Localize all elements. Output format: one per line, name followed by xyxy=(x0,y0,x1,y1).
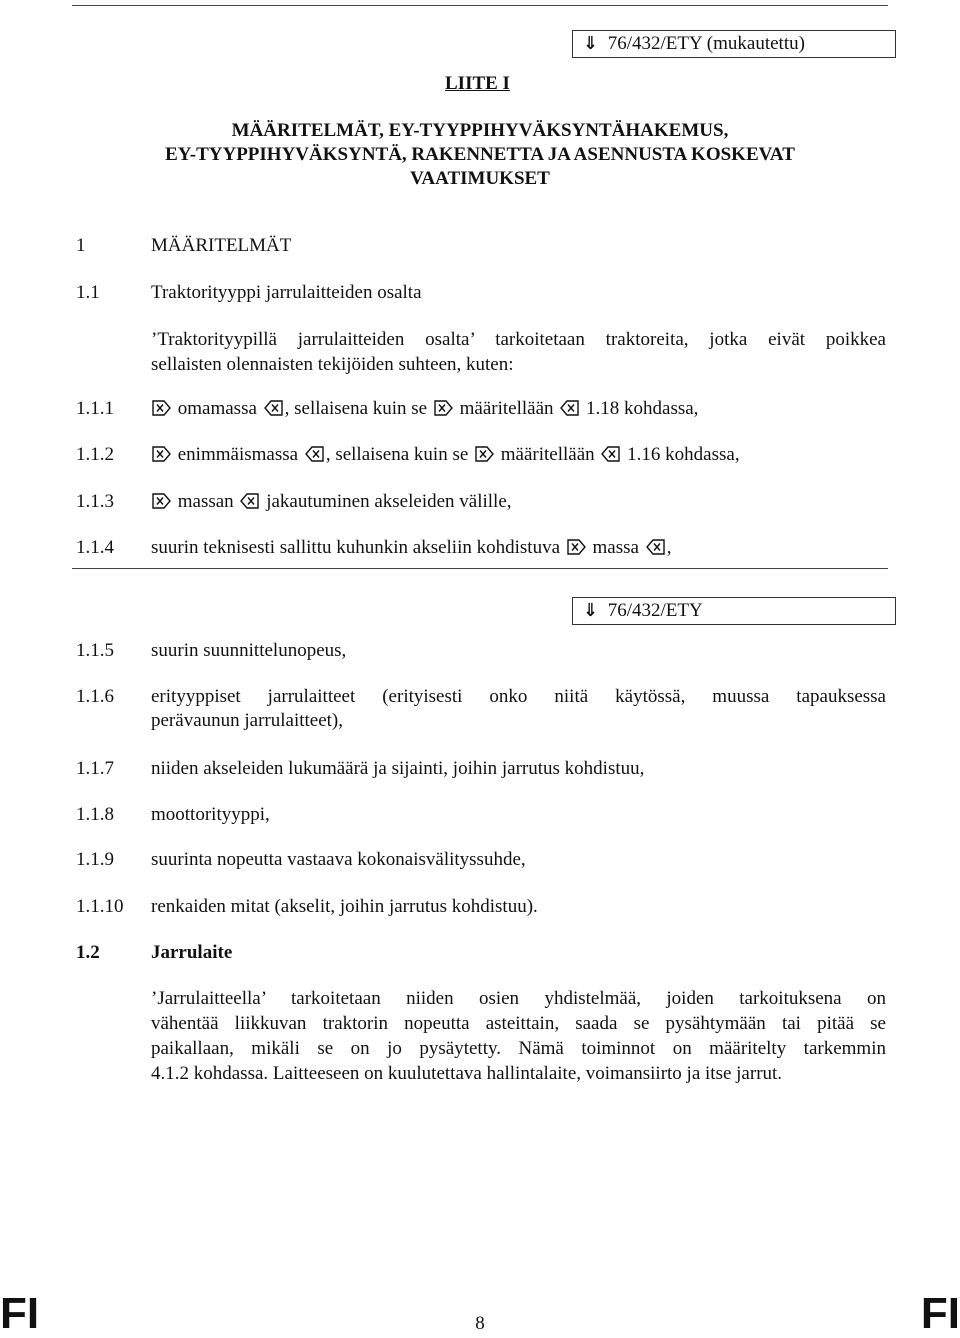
insert-marker-icon xyxy=(475,446,494,462)
insert-marker-icon xyxy=(567,539,586,555)
item-text: suurinta nopeutta vastaava kokonaisvälityssuhde, xyxy=(151,849,526,870)
insert-marker-icon xyxy=(152,400,171,416)
main-title-line-2: EY-TYYPPIHYVÄKSYNTÄ, RAKENNETTA JA ASENNUSTA KOSKEVAT xyxy=(165,144,795,165)
insert-marker-icon xyxy=(152,446,171,462)
original-reference-text: 76/432/ETY xyxy=(607,600,703,621)
intro-line: ’Traktorityypillä jarrulaitteiden osalta’ tarkoitetaan traktoreita, jotka eivät poikkea xyxy=(151,329,886,350)
main-title-line-3: VAATIMUKSET xyxy=(410,168,550,189)
list-item xyxy=(150,490,512,514)
subsection-heading: Traktorityyppi jarrulaitteiden osalta xyxy=(151,282,422,303)
item-number: 1.1.1 xyxy=(76,398,114,419)
item-text: jakautuminen akseleiden välille, xyxy=(266,491,512,512)
delete-marker-icon xyxy=(240,493,259,509)
page-number: 8 xyxy=(475,1313,485,1334)
amendment-reference-text: 76/432/ETY (mukautettu) xyxy=(607,33,805,54)
delete-marker-icon xyxy=(646,539,665,555)
item-number: 1.1.6 xyxy=(76,686,114,707)
list-item xyxy=(150,397,698,421)
list-item xyxy=(151,685,886,733)
subsection-heading: Jarrulaite xyxy=(151,942,233,963)
list-item xyxy=(150,443,740,467)
item-number: 1.1.7 xyxy=(76,758,114,779)
delete-marker-icon xyxy=(305,446,324,462)
item-number: 1.1.2 xyxy=(76,444,114,465)
section-number: 1 xyxy=(76,235,86,256)
item-text: erityyppiset jarrulaitteet (erityisesti onko niitä käytössä, muussa tapauksessa xyxy=(151,686,886,707)
item-text: perävaunun jarrulaitteet), xyxy=(151,710,344,731)
item-number: 1.1.3 xyxy=(76,491,114,512)
item-text: omamassa xyxy=(177,398,257,419)
delete-marker-icon xyxy=(264,400,283,416)
section-heading: MÄÄRITELMÄT xyxy=(151,235,292,256)
item-text: renkaiden mitat (akselit, joihin jarrutus kohdistuu). xyxy=(151,896,538,917)
item-text: määritellään xyxy=(500,444,595,465)
list-item xyxy=(151,536,671,560)
subsection-number: 1.1 xyxy=(76,282,100,303)
delete-marker-icon xyxy=(560,400,579,416)
subsection-number: 1.2 xyxy=(76,942,100,963)
insert-marker-icon xyxy=(152,493,171,509)
arrow-down-bold-icon: ⇓ xyxy=(583,600,599,621)
definition-paragraph xyxy=(151,986,886,1086)
item-text: niiden akseleiden lukumäärä ja sijainti, joihin jarrutus kohdistuu, xyxy=(151,758,645,779)
item-number: 1.1.9 xyxy=(76,849,114,870)
delete-marker-icon xyxy=(601,446,620,462)
item-number: 1.1.4 xyxy=(76,537,114,558)
paragraph-line: paikallaan, mikäli se on jo pysäytetty. Nämä toiminnot on määritelty tarkemmin xyxy=(151,1038,886,1059)
arrow-down-bold-icon: ⇓ xyxy=(583,33,599,54)
annex-title: LIITE I xyxy=(445,73,510,94)
item-text: määritellään xyxy=(459,398,554,419)
item-text: massa xyxy=(592,537,639,558)
item-number: 1.1.5 xyxy=(76,640,114,661)
item-text: moottorityyppi, xyxy=(151,804,270,825)
paragraph-line: 4.1.2 kohdassa. Laitteeseen on kuulutettava hallintalaite, voimansiirto ja itse jarrut. xyxy=(151,1063,783,1084)
footer-language-right: FI xyxy=(920,1289,960,1338)
amendment-reference-box xyxy=(572,30,896,58)
item-text: suurin teknisesti sallittu kuhunkin akseliin kohdistuva xyxy=(151,537,561,558)
item-text: , xyxy=(666,537,672,558)
intro-line: sellaisten olennaisten tekijöiden suhteen, kuten: xyxy=(151,354,514,375)
item-text: massan xyxy=(177,491,234,512)
item-text: 1.16 kohdassa, xyxy=(627,444,740,465)
item-number: 1.1.8 xyxy=(76,804,114,825)
original-reference-box xyxy=(572,597,896,625)
paragraph-line: ’Jarrulaitteella’ tarkoitetaan niiden osien yhdistelmää, joiden tarkoituksena on xyxy=(151,988,886,1009)
footer-language-left: FI xyxy=(0,1289,40,1338)
section-divider xyxy=(72,568,888,569)
item-text: , sellaisena kuin se xyxy=(284,398,428,419)
top-rule xyxy=(72,5,888,6)
intro-paragraph xyxy=(151,327,886,377)
item-text: , sellaisena kuin se xyxy=(325,444,469,465)
item-text: 1.18 kohdassa, xyxy=(586,398,699,419)
main-title-line-1: MÄÄRITELMÄT, EY-TYYPPIHYVÄKSYNTÄHAKEMUS, xyxy=(231,120,729,141)
item-text: suurin suunnittelunopeus, xyxy=(151,640,347,661)
item-text: enimmäismassa xyxy=(177,444,299,465)
insert-marker-icon xyxy=(434,400,453,416)
paragraph-line: vähentää liikkuvan traktorin nopeutta asteittain, saada se pysähtymään tai pitää se xyxy=(151,1013,886,1034)
item-number: 1.1.10 xyxy=(76,896,124,917)
